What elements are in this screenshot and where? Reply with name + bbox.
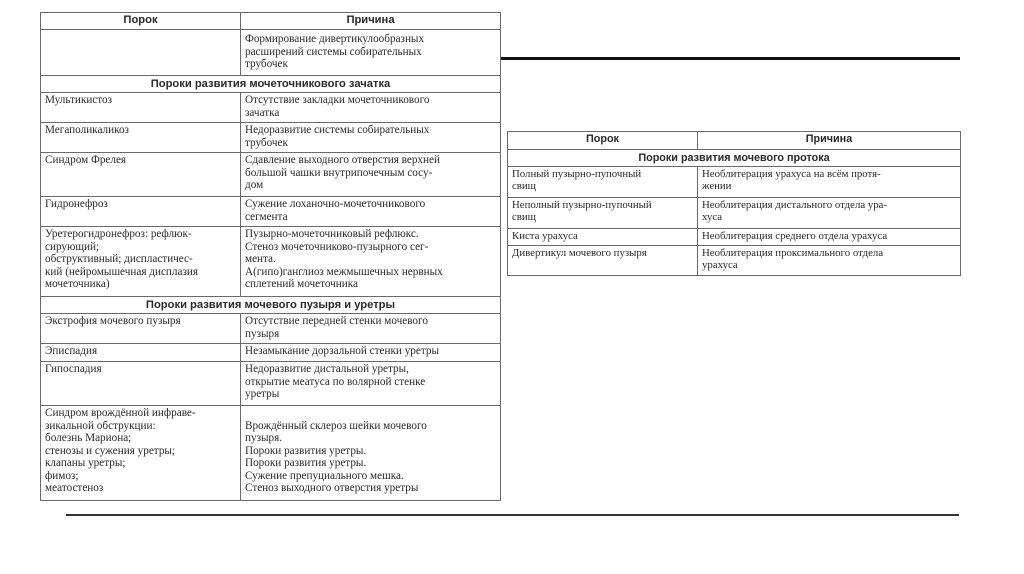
table-cell: Синдром врождённой инфраве- зикальной обструкции: болезнь Мариона; стенозы и сужения уретры; клапаны уретры; фимоз; меатостеноз (41, 406, 241, 501)
table-cell: Полный пузырно-пупочный свищ (508, 167, 698, 198)
table-cell: Экстрофия мочевого пузыря (41, 314, 241, 344)
table-cell: Недоразвитие системы собирательных трубочек (241, 123, 501, 153)
table-cell: Гипоспадия (41, 362, 241, 406)
table-cell (41, 30, 241, 76)
table-cell: Необлитерация дистального отдела ура- хуса (698, 198, 961, 229)
table-cell: Эписпадия (41, 344, 241, 362)
table-cell: Пузырно-мочеточниковый рефлюкс. Стеноз мочеточниково-пузырного сег- мента. А(гипо)ганглиоз межмышечных нервных сплетений мочеточника (241, 227, 501, 297)
table-cell: Дивертикул мочевого пузыря (508, 246, 698, 276)
table-cell: Отсутствие закладки мочеточникового зачатка (241, 93, 501, 123)
top-divider-line (500, 57, 960, 60)
table-cell: Мегаполикаликоз (41, 123, 241, 153)
section-header: Пороки развития мочевого пузыря и уретры (41, 297, 501, 314)
table-cell: Синдром Фрелея (41, 153, 241, 197)
table-cell: Мультикистоз (41, 93, 241, 123)
table-cell: Недоразвитие дистальной уретры, открытие меатуса по волярной стенке уретры (241, 362, 501, 406)
table-cell: Сужение лоханочно-мочеточникового сегмента (241, 197, 501, 227)
table-cell: Сдавление выходного отверстия верхней большой чашки внутрипочечным сосу- дом (241, 153, 501, 197)
table-cell: Необлитерация урахуса на всём протя- жении (698, 167, 961, 198)
header-cause: Причина (241, 13, 501, 30)
bottom-divider-line (66, 514, 959, 516)
urachus-defects-table (507, 131, 961, 276)
table-cell: Уретерогидронефроз: рефлюк- сирующий; обструктивный; диспластичес- кий (нейромышечная дисплазия мочеточника) (41, 227, 241, 297)
table-cell: Гидронефроз (41, 197, 241, 227)
table-cell: Неполный пузырно-пупочный свищ (508, 198, 698, 229)
table-cell: Киста урахуса (508, 229, 698, 246)
table-cell: Формирование дивертикулообразных расширений системы собирательных трубочек (241, 30, 501, 76)
header-defect: Порок (41, 13, 241, 30)
table-cell: Отсутствие передней стенки мочевого пузыря (241, 314, 501, 344)
header-cause: Причина (698, 132, 961, 150)
header-defect: Порок (508, 132, 698, 150)
table-cell: Необлитерация среднего отдела урахуса (698, 229, 961, 246)
urinary-defects-table (40, 12, 501, 501)
table-cell: Врождённый склероз шейки мочевого пузыря. Пороки развития уретры. Пороки развития уретры. Сужение препуциального мешка. Стеноз выходного отверстия уретры (241, 406, 501, 501)
section-header: Пороки развития мочеточникового зачатка (41, 76, 501, 93)
table-cell: Незамыкание дорзальной стенки уретры (241, 344, 501, 362)
table-cell: Необлитерация проксимального отдела урахуса (698, 246, 961, 276)
section-header: Пороки развития мочевого протока (508, 150, 961, 167)
